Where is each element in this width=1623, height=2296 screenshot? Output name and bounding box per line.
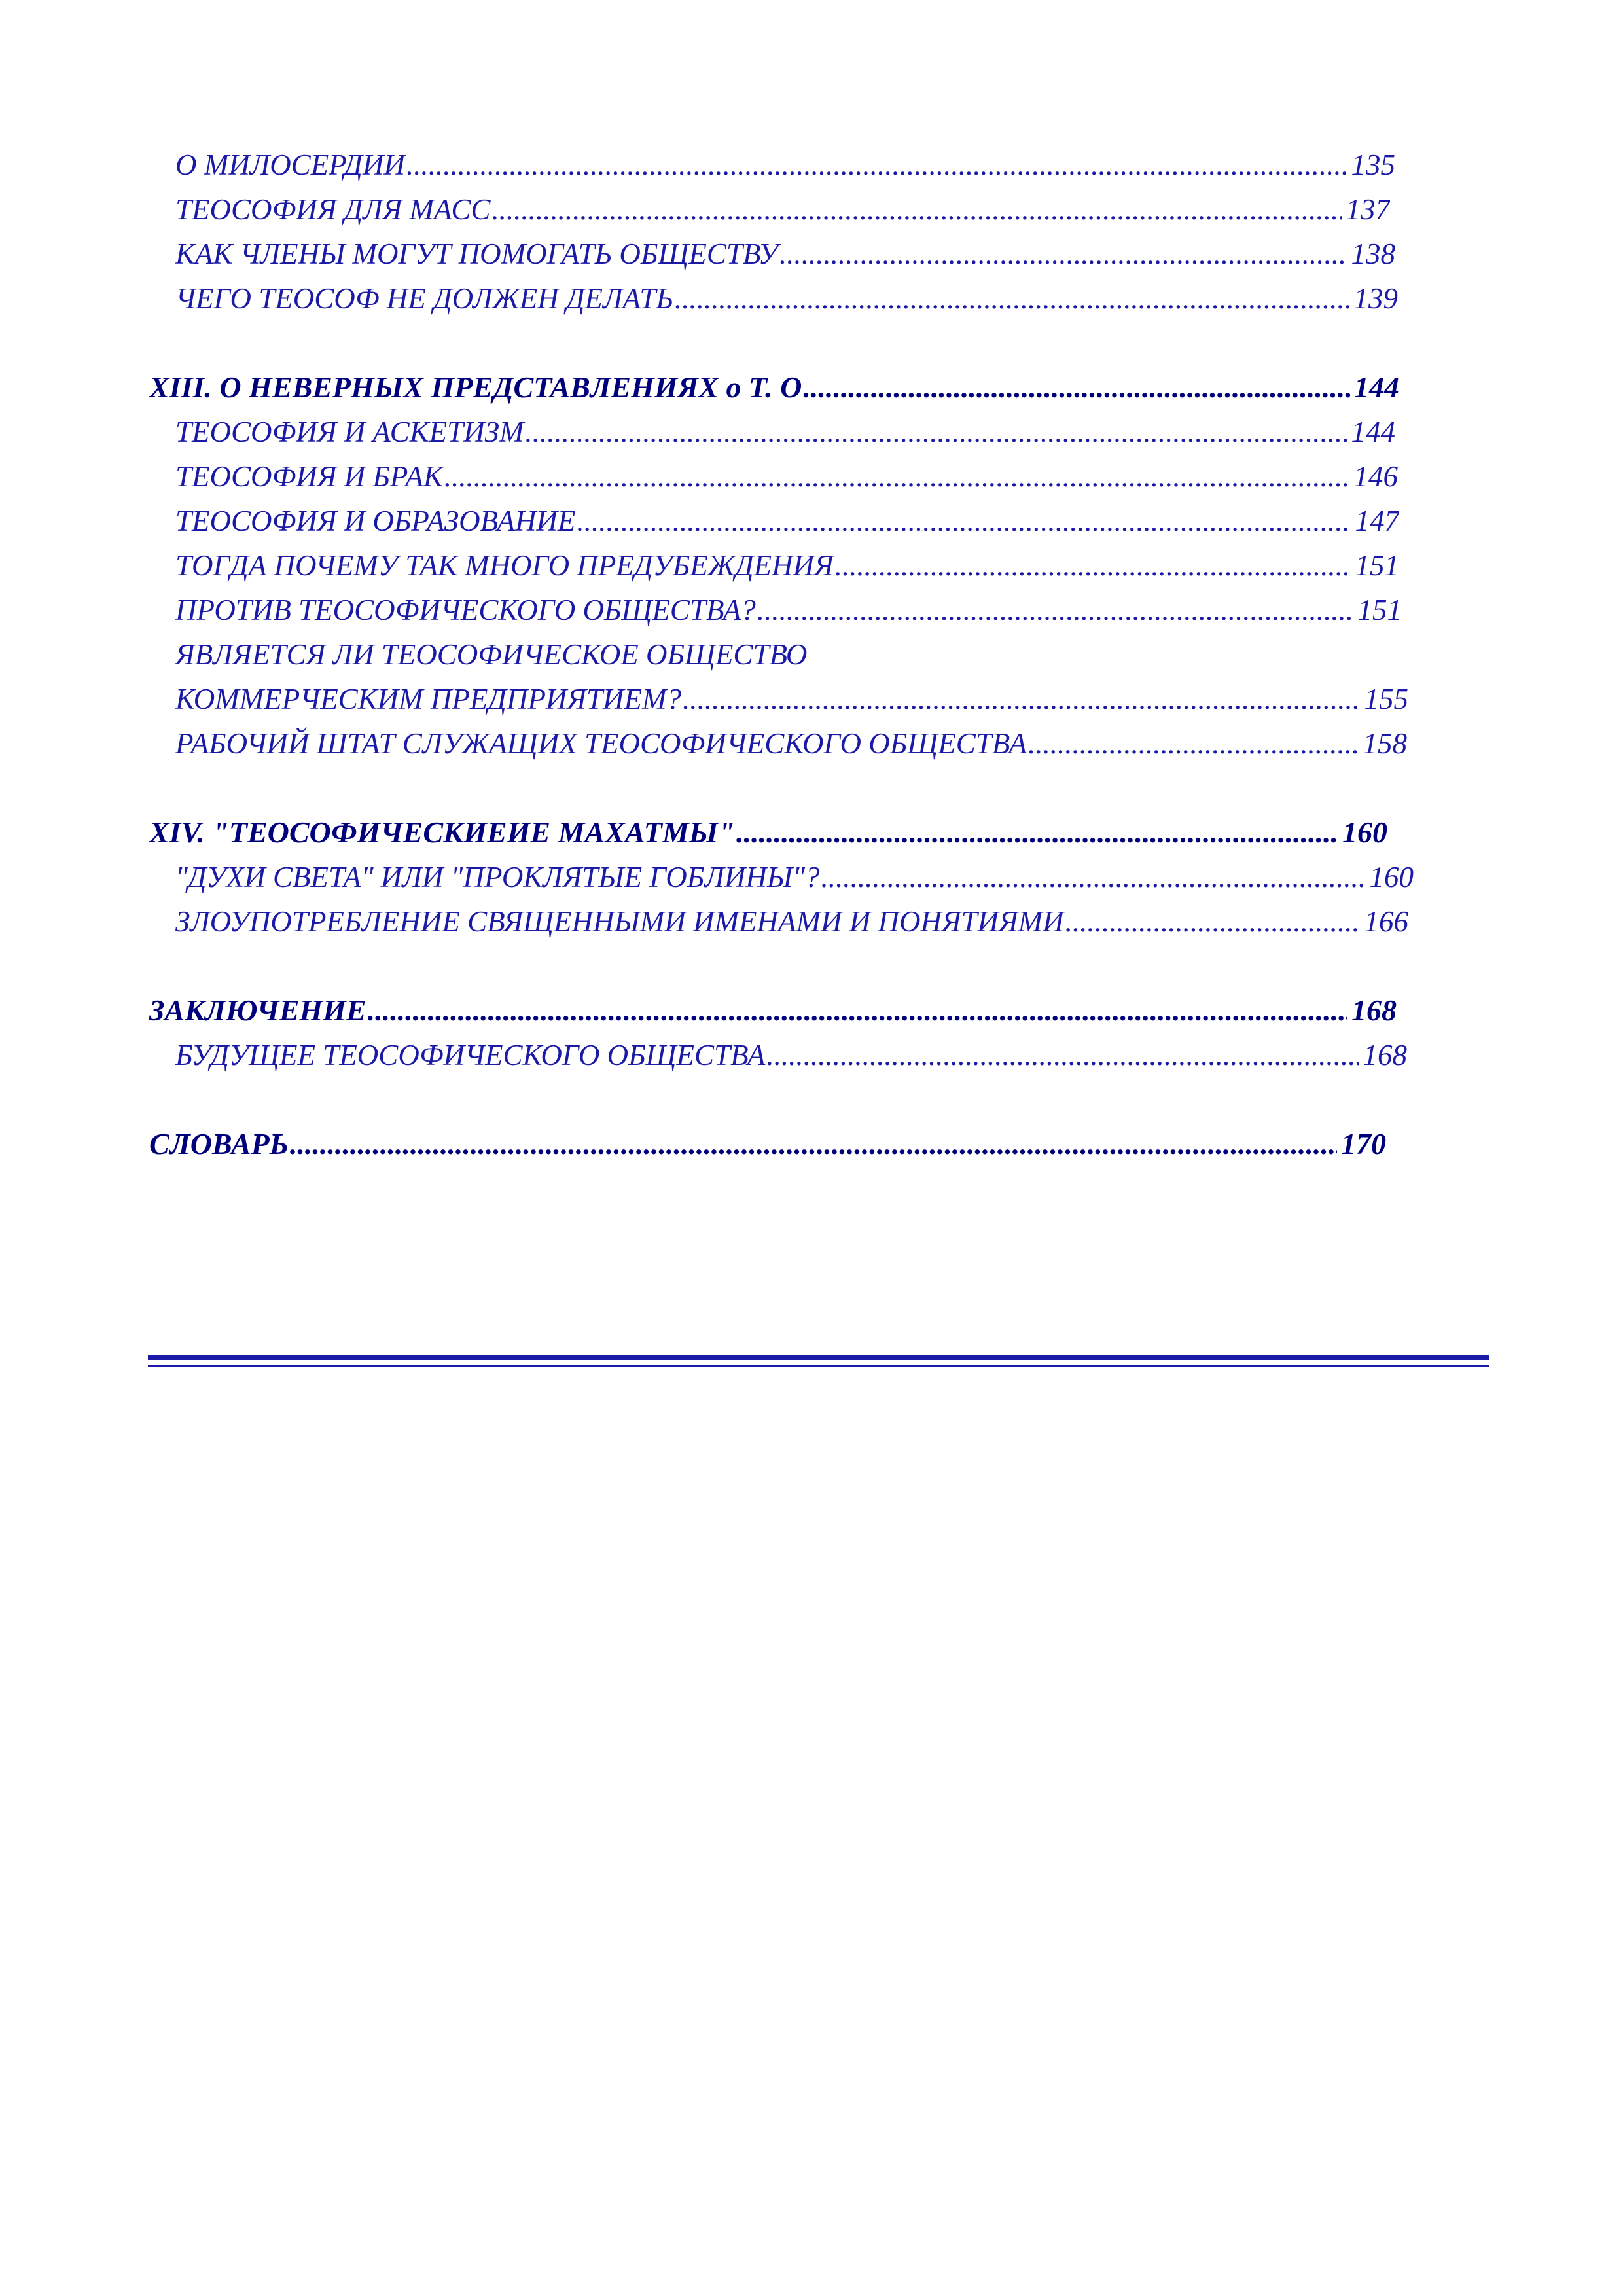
dot-leader bbox=[1065, 902, 1361, 941]
toc-page-number: 144 bbox=[1354, 370, 1399, 404]
dot-leader bbox=[675, 279, 1350, 318]
dot-leader bbox=[683, 679, 1361, 719]
dot-leader bbox=[491, 190, 1342, 229]
toc-page-number: 138 bbox=[1351, 238, 1395, 270]
dot-leader bbox=[444, 457, 1350, 496]
toc-entry-title: ПРОТИВ ТЕОСОФИЧЕСКОГО ОБЩЕСТВА? bbox=[175, 594, 756, 626]
toc-page-number: 139 bbox=[1353, 282, 1398, 315]
toc-entry-title: КАК ЧЛЕНЫ МОГУТ ПОМОГАТЬ ОБЩЕСТВУ bbox=[175, 238, 778, 270]
toc-entry-title: ТЕОСОФИЯ И АСКЕТИЗМ bbox=[175, 416, 524, 448]
toc-page-number: 166 bbox=[1364, 905, 1408, 938]
toc-entry-title: КОММЕРЧЕСКИМ ПРЕДПРИЯТИЕМ? bbox=[175, 683, 681, 715]
toc-entry[interactable] bbox=[175, 145, 1395, 187]
toc-entry-title: XIII. О НЕВЕРНЫХ ПРЕДСТАВЛЕНИЯХ о Т. О bbox=[149, 370, 802, 404]
dot-leader bbox=[821, 857, 1365, 897]
dot-leader bbox=[757, 590, 1354, 630]
toc-entry-title: ЧЕГО ТЕОСОФ НЕ ДОЛЖЕН ДЕЛАТЬ bbox=[175, 282, 673, 315]
toc-page-number: 151 bbox=[1357, 594, 1402, 626]
toc-page-number: 151 bbox=[1355, 549, 1399, 582]
toc-page-number: 160 bbox=[1342, 816, 1387, 849]
toc-entry-title: ЗАКЛЮЧЕНИЕ bbox=[149, 994, 366, 1027]
toc-entry-title: ТЕОСОФИЯ И ОБРАЗОВАНИЕ bbox=[175, 505, 576, 537]
dot-leader bbox=[766, 1035, 1359, 1075]
toc-entry[interactable] bbox=[175, 857, 1414, 899]
dot-leader bbox=[835, 546, 1351, 585]
toc-entry-title: О МИЛОСЕРДИИ bbox=[175, 149, 405, 181]
toc-entry-title: РАБОЧИЙ ШТАТ СЛУЖАЩИХ ТЕОСОФИЧЕСКОГО ОБЩЕСТВА bbox=[175, 727, 1027, 760]
toc-entry-title: ТЕОСОФИЯ И БРАК bbox=[175, 460, 443, 493]
toc-entry[interactable] bbox=[175, 412, 1395, 454]
toc-entry[interactable] bbox=[175, 234, 1395, 276]
toc-entry[interactable] bbox=[175, 457, 1398, 499]
toc-page-number: 146 bbox=[1353, 460, 1398, 493]
toc-page-number: 135 bbox=[1351, 149, 1395, 181]
dot-leader bbox=[1028, 724, 1359, 763]
toc-chapter-entry[interactable] bbox=[149, 1124, 1386, 1166]
dot-leader bbox=[779, 234, 1347, 274]
toc-entry[interactable] bbox=[175, 635, 1402, 677]
dot-leader bbox=[736, 813, 1338, 852]
toc-page-number: 147 bbox=[1355, 505, 1399, 537]
toc-entry[interactable] bbox=[175, 501, 1399, 543]
toc-entry-title: БУДУЩЕЕ ТЕОСОФИЧЕСКОГО ОБЩЕСТВА bbox=[175, 1039, 766, 1071]
toc-entry[interactable] bbox=[175, 279, 1398, 321]
toc-entry-title: СЛОВАРЬ bbox=[149, 1127, 289, 1160]
toc-entry-title: XIV. "ТЕОСОФИЧЕСКИЕИЕ МАХАТМЫ" bbox=[149, 816, 735, 849]
toc-entry[interactable] bbox=[175, 679, 1408, 721]
toc-entry[interactable] bbox=[175, 190, 1390, 232]
toc-entry[interactable] bbox=[175, 590, 1402, 632]
dot-leader bbox=[525, 412, 1347, 452]
toc-page-number: 144 bbox=[1351, 416, 1395, 448]
toc-entry[interactable] bbox=[175, 546, 1399, 588]
toc-entry-title: "ДУХИ СВЕТА" ИЛИ "ПРОКЛЯТЫЕ ГОБЛИНЫ"? bbox=[175, 861, 820, 893]
toc-entry-title: ТОГДА ПОЧЕМУ ТАК МНОГО ПРЕДУБЕЖДЕНИЯ bbox=[175, 549, 834, 582]
dot-leader bbox=[577, 501, 1351, 541]
toc-entry[interactable] bbox=[175, 902, 1408, 944]
toc-entry-title: ТЕОСОФИЯ ДЛЯ МАСС bbox=[175, 193, 491, 226]
double-rule-top bbox=[148, 1355, 1489, 1360]
dot-leader bbox=[406, 145, 1347, 185]
toc-page-number: 160 bbox=[1369, 861, 1414, 893]
toc-page-number: 137 bbox=[1346, 193, 1390, 226]
toc-page-number: 168 bbox=[1363, 1039, 1407, 1071]
toc-page-number: 170 bbox=[1341, 1127, 1386, 1160]
dot-leader bbox=[803, 368, 1350, 407]
toc-page-number: 158 bbox=[1363, 727, 1407, 760]
double-rule-bottom bbox=[148, 1365, 1489, 1367]
toc-page-number: 155 bbox=[1364, 683, 1408, 715]
toc-entry-title: ЯВЛЯЕТСЯ ЛИ ТЕОСОФИЧЕСКОЕ ОБЩЕСТВО bbox=[175, 638, 808, 671]
toc-entry-title: ЗЛОУПОТРЕБЛЕНИЕ СВЯЩЕННЫМИ ИМЕНАМИ И ПОНЯТИЯМИ bbox=[175, 905, 1064, 938]
dot-leader bbox=[368, 991, 1347, 1030]
toc-page-number: 168 bbox=[1351, 994, 1397, 1027]
toc-chapter-entry[interactable] bbox=[149, 991, 1397, 1033]
toc-chapter-entry[interactable] bbox=[149, 368, 1399, 410]
toc-chapter-entry[interactable] bbox=[149, 813, 1387, 855]
toc-entry[interactable] bbox=[175, 724, 1407, 766]
toc-entry[interactable] bbox=[175, 1035, 1407, 1077]
dot-leader bbox=[290, 1124, 1337, 1164]
